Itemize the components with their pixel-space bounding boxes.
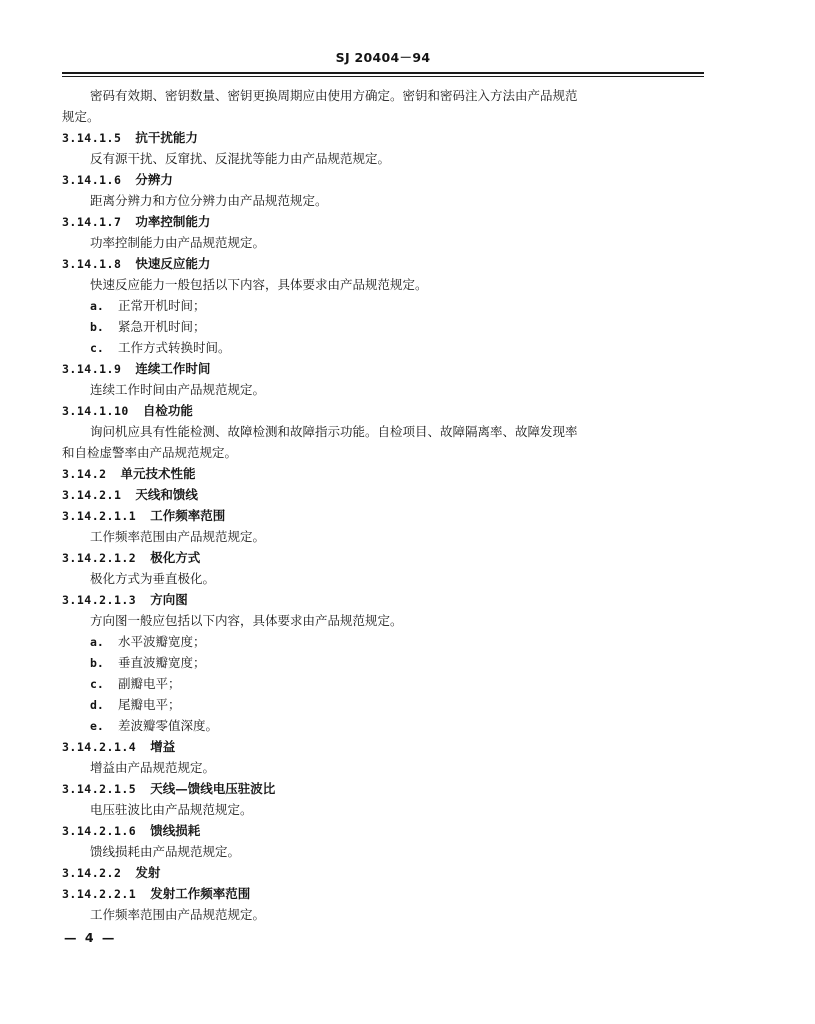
list-item	[62, 316, 662, 337]
section-heading	[62, 589, 662, 610]
section-number: 3.14.1.8	[62, 257, 122, 271]
section-title: 方向图	[150, 592, 188, 607]
list-item	[62, 694, 662, 715]
paragraph-line: 电压驻波比由产品规范规定。	[90, 802, 253, 817]
section-heading	[62, 169, 662, 190]
section-number: 3.14.1.7	[62, 215, 122, 229]
list-marker: a.	[90, 635, 104, 649]
list-item	[62, 652, 662, 673]
section-heading	[62, 358, 662, 379]
section-heading	[62, 778, 662, 799]
paragraph-line: 工作频率范围由产品规范规定。	[90, 907, 266, 922]
section-heading	[62, 127, 662, 148]
list-item	[62, 337, 662, 358]
paragraph-line: 功率控制能力由产品规范规定。	[90, 235, 266, 250]
list-item-text: 尾瓣电平；	[118, 697, 181, 712]
section-title: 极化方式	[150, 550, 201, 565]
list-item	[62, 295, 662, 316]
section-title: 发射工作频率范围	[150, 886, 251, 901]
paragraph-line: 距离分辨力和方位分辨力由产品规范规定。	[90, 193, 328, 208]
section-title: 单元技术性能	[120, 466, 196, 481]
section-heading	[62, 484, 662, 505]
list-marker: b.	[90, 656, 104, 670]
document-body	[62, 85, 662, 925]
list-item-text: 垂直波瓣宽度；	[118, 655, 206, 670]
section-number: 3.14.2.1	[62, 488, 122, 502]
paragraph-line: 快速反应能力一般包括以下内容，具体要求由产品规范规定。	[90, 277, 428, 292]
section-number: 3.14.1.10	[62, 404, 129, 418]
paragraph-continuation: 规定。	[62, 109, 100, 124]
section-number: 3.14.2.1.1	[62, 509, 137, 523]
section-heading	[62, 211, 662, 232]
section-heading	[62, 883, 662, 904]
section-number: 3.14.2.1.5	[62, 782, 137, 796]
section-title: 天线—馈线电压驻波比	[150, 781, 276, 796]
paragraph-line: 密码有效期、密钥数量、密钥更换周期应由使用方确定。密钥和密码注入方法由产品规范	[90, 88, 578, 103]
section-number: 3.14.2	[62, 467, 107, 481]
section-number: 3.14.1.6	[62, 173, 122, 187]
section-title: 增益	[150, 739, 176, 754]
section-title: 连续工作时间	[135, 361, 211, 376]
header-rule	[62, 72, 704, 74]
header-rule-thin	[62, 76, 704, 77]
list-item-text: 工作方式转换时间。	[118, 340, 231, 355]
section-title: 自检功能	[142, 403, 193, 418]
section-title: 功率控制能力	[135, 214, 211, 229]
paragraph-line: 询问机应具有性能检测、故障检测和故障指示功能。自检项目、故障隔离率、故障发现率	[90, 424, 578, 439]
section-heading	[62, 505, 662, 526]
paragraph-line: 馈线损耗由产品规范规定。	[90, 844, 241, 859]
section-title: 天线和馈线	[135, 487, 198, 502]
section-heading	[62, 862, 662, 883]
page-header-code: SJ 20404－94	[335, 50, 431, 65]
section-number: 3.14.2.2.1	[62, 887, 137, 901]
section-title: 工作频率范围	[150, 508, 226, 523]
section-heading	[62, 463, 662, 484]
section-heading	[62, 547, 662, 568]
list-marker: d.	[90, 698, 104, 712]
section-title: 分辨力	[135, 172, 173, 187]
list-item-text: 紧急开机时间；	[118, 319, 206, 334]
section-number: 3.14.1.5	[62, 131, 122, 145]
section-heading	[62, 253, 662, 274]
page-number: — 4 —	[64, 930, 117, 945]
section-heading	[62, 400, 662, 421]
section-number: 3.14.2.1.6	[62, 824, 137, 838]
paragraph-line: 连续工作时间由产品规范规定。	[90, 382, 266, 397]
list-item-text: 副瓣电平；	[118, 676, 181, 691]
list-marker: c.	[90, 677, 104, 691]
section-heading	[62, 736, 662, 757]
section-heading	[62, 820, 662, 841]
list-item-text: 正常开机时间；	[118, 298, 206, 313]
paragraph-continuation: 和自检虚警率由产品规范规定。	[62, 445, 238, 460]
list-marker: c.	[90, 341, 104, 355]
paragraph-line: 工作频率范围由产品规范规定。	[90, 529, 266, 544]
list-marker: b.	[90, 320, 104, 334]
paragraph-line: 反有源干扰、反窜扰、反混扰等能力由产品规范规定。	[90, 151, 391, 166]
list-marker: a.	[90, 299, 104, 313]
section-number: 3.14.2.1.4	[62, 740, 137, 754]
section-title: 馈线损耗	[150, 823, 201, 838]
section-number: 3.14.2.2	[62, 866, 122, 880]
paragraph-line: 方向图一般应包括以下内容，具体要求由产品规范规定。	[90, 613, 403, 628]
list-item	[62, 631, 662, 652]
list-item-text: 差波瓣零值深度。	[118, 718, 219, 733]
list-item	[62, 673, 662, 694]
section-number: 3.14.2.1.3	[62, 593, 137, 607]
list-item-text: 水平波瓣宽度；	[118, 634, 206, 649]
list-marker: e.	[90, 719, 104, 733]
paragraph-line: 极化方式为垂直极化。	[90, 571, 216, 586]
paragraph-line: 增益由产品规范规定。	[90, 760, 216, 775]
section-number: 3.14.1.9	[62, 362, 122, 376]
section-title: 发射	[135, 865, 161, 880]
section-title: 快速反应能力	[135, 256, 211, 271]
section-number: 3.14.2.1.2	[62, 551, 137, 565]
section-title: 抗干扰能力	[135, 130, 198, 145]
list-item	[62, 715, 662, 736]
